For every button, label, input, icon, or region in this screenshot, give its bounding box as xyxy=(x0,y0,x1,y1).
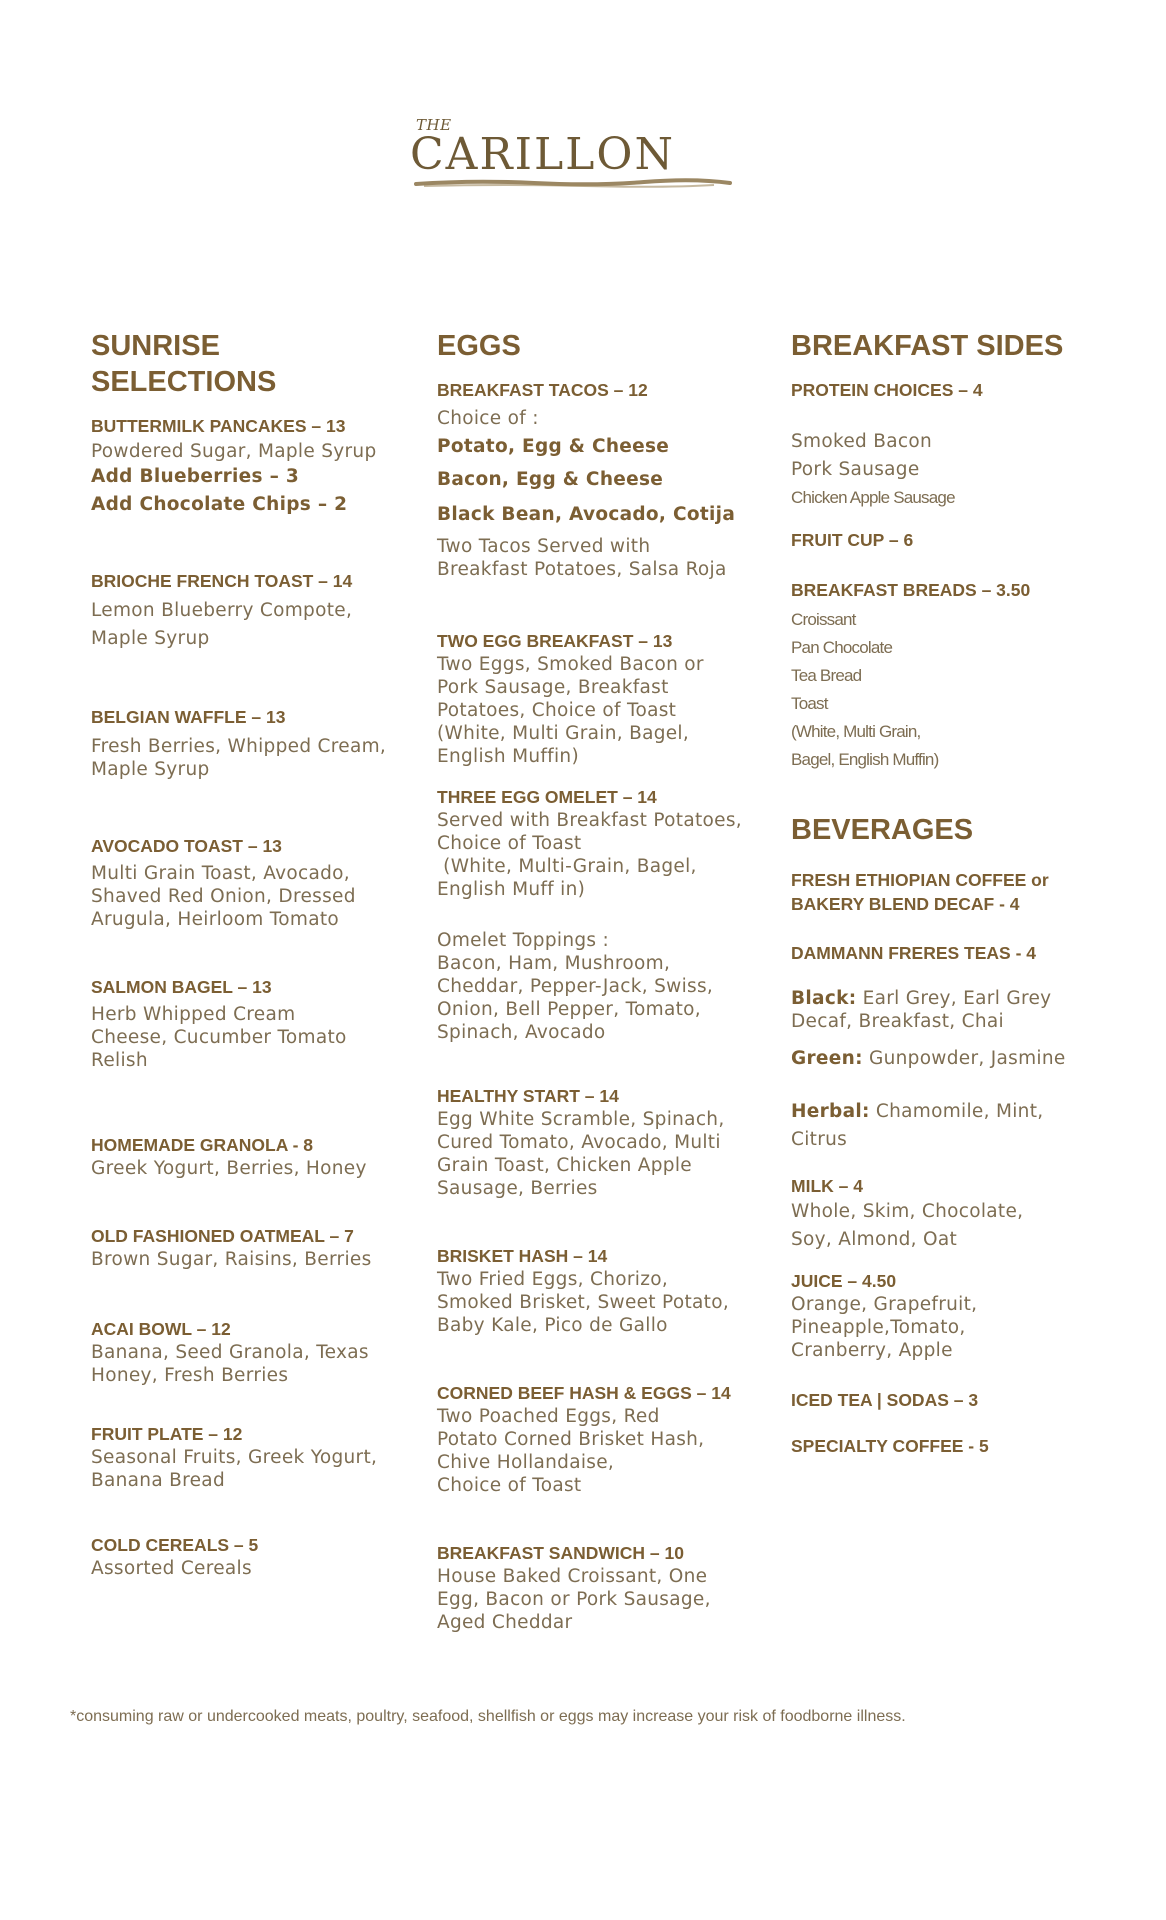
tea-text: Gunpowder, Jasmine xyxy=(862,1048,1066,1069)
item-desc: House Baked Croissant, One xyxy=(437,1566,708,1587)
sunrise-selections-column xyxy=(91,328,411,1580)
item-desc: Fresh Berries, Whipped Cream, xyxy=(91,736,387,757)
item-desc: Egg White Scramble, Spinach, xyxy=(437,1109,725,1130)
menu-item-acai-bowl xyxy=(91,1317,411,1387)
menu-item-corned-beef-hash xyxy=(437,1381,767,1497)
section-title: SUNRISE SELECTIONS xyxy=(91,330,277,398)
menu-item-protein-choices xyxy=(791,378,1091,512)
item-desc: Potatoes, Choice of Toast xyxy=(437,700,677,721)
menu-item-two-egg-breakfast xyxy=(437,629,767,768)
menu-item-healthy-start xyxy=(437,1084,767,1200)
item-desc: Greek Yogurt, Berries, Honey xyxy=(91,1158,367,1179)
item-option: (White, Multi Grain, xyxy=(791,722,921,741)
item-option: Bagel, English Muffin) xyxy=(791,750,939,769)
item-desc: Shaved Red Onion, Dressed xyxy=(91,886,356,907)
menu-item-coffee xyxy=(791,868,1091,916)
item-desc: Choice of : xyxy=(437,408,539,429)
item-title: FRESH ETHIOPIAN COFFEE or xyxy=(791,870,1049,890)
beverages-title: BEVERAGES xyxy=(791,814,974,846)
breakfast-sides-column xyxy=(791,328,1091,1458)
item-title: AVOCADO TOAST – 13 xyxy=(91,836,282,856)
item-title: BREAKFAST TACOS – 12 xyxy=(437,380,648,400)
item-desc: Brown Sugar, Raisins, Berries xyxy=(91,1249,372,1270)
item-desc: Orange, Grapefruit, xyxy=(791,1294,978,1315)
tea-black xyxy=(791,987,1091,1033)
item-title: BRISKET HASH – 14 xyxy=(437,1246,608,1266)
item-desc: Choice of Toast xyxy=(437,833,582,854)
item-desc: Banana Bread xyxy=(91,1470,225,1491)
item-desc: Sausage, Berries xyxy=(437,1178,598,1199)
item-desc: Grain Toast, Chicken Apple xyxy=(437,1155,692,1176)
item-title: DAMMANN FRERES TEAS - 4 xyxy=(791,943,1037,963)
item-desc: Aged Cheddar xyxy=(437,1612,573,1633)
taco-option: Bacon, Egg & Cheese xyxy=(437,469,664,490)
item-desc: Spinach, Avocado xyxy=(437,1022,606,1043)
tea-text: Chamomile, Mint, xyxy=(869,1101,1044,1122)
menu-item-omelet xyxy=(437,785,767,901)
carillon-logo xyxy=(410,116,740,206)
item-title: OLD FASHIONED OATMEAL – 7 xyxy=(91,1226,354,1246)
tea-text: Earl Grey, Earl Grey xyxy=(856,988,1052,1009)
item-desc: (White, Multi Grain, Bagel, xyxy=(437,723,690,744)
tea-text: Citrus xyxy=(791,1129,848,1150)
item-desc: Powdered Sugar, Maple Syrup xyxy=(91,441,377,462)
menu-item-avocado-toast xyxy=(91,834,411,931)
item-option: Croissant xyxy=(791,610,856,629)
item-desc: Whole, Skim, Chocolate, xyxy=(791,1201,1024,1222)
item-title: JUICE – 4.50 xyxy=(791,1271,897,1291)
item-desc: Breakfast Potatoes, Salsa Roja xyxy=(437,559,727,580)
item-desc: Herb Whipped Cream xyxy=(91,1004,296,1025)
item-desc: Soy, Almond, Oat xyxy=(791,1229,958,1250)
item-title: BUTTERMILK PANCAKES – 13 xyxy=(91,416,346,436)
item-option: Pan Chocolate xyxy=(791,638,893,657)
item-desc: Two Tacos Served with xyxy=(437,536,651,557)
item-desc: Served with Breakfast Potatoes, xyxy=(437,810,742,831)
item-desc: Honey, Fresh Berries xyxy=(91,1365,289,1386)
logo-the: THE xyxy=(416,116,452,134)
item-title: FRUIT PLATE – 12 xyxy=(91,1424,243,1444)
menu-item-pancakes xyxy=(91,414,411,519)
tea-label: Black: xyxy=(791,988,857,1009)
item-desc: Cranberry, Apple xyxy=(791,1340,953,1361)
menu-item-cold-cereals xyxy=(91,1533,411,1580)
tea-text: Decaf, Breakfast, Chai xyxy=(791,1011,1004,1032)
item-title: TWO EGG BREAKFAST – 13 xyxy=(437,631,673,651)
item-desc: Lemon Blueberry Compote, xyxy=(91,600,353,621)
taco-option: Black Bean, Avocado, Cotija xyxy=(437,504,736,525)
menu-item-oatmeal xyxy=(91,1224,411,1271)
tea-herbal xyxy=(791,1098,1091,1154)
item-desc: Baby Kale, Pico de Gallo xyxy=(437,1315,668,1336)
item-desc: Assorted Cereals xyxy=(91,1558,252,1579)
section-title: EGGS xyxy=(437,330,521,362)
item-title: SPECIALTY COFFEE - 5 xyxy=(791,1436,989,1456)
menu-item-french-toast xyxy=(91,569,411,653)
item-desc: Maple Syrup xyxy=(91,759,210,780)
tea-herbal-line xyxy=(791,1098,1091,1126)
menu-item-breakfast-tacos xyxy=(437,378,767,581)
item-addon: Add Chocolate Chips – 2 xyxy=(91,494,348,515)
item-title: HEALTHY START – 14 xyxy=(437,1086,619,1106)
item-desc: Egg, Bacon or Pork Sausage, xyxy=(437,1589,711,1610)
item-desc: English Muff in) xyxy=(437,879,586,900)
item-desc: Chive Hollandaise, xyxy=(437,1452,615,1473)
tea-green-line xyxy=(791,1047,1091,1070)
menu-item-milk xyxy=(791,1174,1091,1254)
menu-item-breakfast-breads xyxy=(791,578,1091,774)
item-desc: Relish xyxy=(91,1050,148,1071)
logo-name: CARILLON xyxy=(410,129,675,180)
item-title: COLD CEREALS – 5 xyxy=(91,1535,259,1555)
item-title: BREAKFAST SANDWICH – 10 xyxy=(437,1543,684,1563)
item-desc: Potato Corned Brisket Hash, xyxy=(437,1429,705,1450)
item-title: FRUIT CUP – 6 xyxy=(791,530,914,550)
item-title: ACAI BOWL – 12 xyxy=(91,1319,231,1339)
item-desc: Cheddar, Pepper-Jack, Swiss, xyxy=(437,976,714,997)
eggs-column xyxy=(437,328,767,1634)
item-desc: (White, Multi-Grain, Bagel, xyxy=(437,856,697,877)
item-title: SALMON BAGEL – 13 xyxy=(91,977,272,997)
item-desc: Pork Sausage, Breakfast xyxy=(437,677,669,698)
item-title: CORNED BEEF HASH & EGGS – 14 xyxy=(437,1383,731,1403)
item-desc: Seasonal Fruits, Greek Yogurt, xyxy=(91,1447,378,1468)
tea-green xyxy=(791,1047,1091,1070)
item-option: Smoked Bacon xyxy=(791,431,932,452)
foodborne-illness-disclaimer: *consuming raw or undercooked meats, poultry, seafood, shellfish or eggs may increase your risk of foodborne illness. xyxy=(70,1708,906,1725)
item-title: BRIOCHE FRENCH TOAST – 14 xyxy=(91,571,353,591)
item-desc: Two Eggs, Smoked Bacon or xyxy=(437,654,704,675)
item-title: BAKERY BLEND DECAF - 4 xyxy=(791,894,1020,914)
item-option: Chicken Apple Sausage xyxy=(791,488,955,507)
item-addon: Add Blueberries – 3 xyxy=(91,466,300,487)
item-title: ICED TEA | SODAS – 3 xyxy=(791,1390,979,1410)
item-desc: Onion, Bell Pepper, Tomato, xyxy=(437,999,701,1020)
menu-item-brisket-hash xyxy=(437,1244,767,1337)
menu-item-teas xyxy=(791,941,1091,965)
taco-option: Potato, Egg & Cheese xyxy=(437,436,670,457)
item-option: Toast xyxy=(791,694,828,713)
item-option: Tea Bread xyxy=(791,666,862,685)
item-option: Pork Sausage xyxy=(791,459,920,480)
menu-item-specialty-coffee xyxy=(791,1434,1091,1458)
menu-item-waffle xyxy=(91,705,411,781)
item-desc: Banana, Seed Granola, Texas xyxy=(91,1342,369,1363)
item-desc: Maple Syrup xyxy=(91,628,210,649)
item-desc: Two Poached Eggs, Red xyxy=(437,1406,660,1427)
item-desc: Cheese, Cucumber Tomato xyxy=(91,1027,347,1048)
item-desc: Two Fried Eggs, Chorizo, xyxy=(437,1269,669,1290)
omelet-toppings xyxy=(437,929,767,1044)
section-title: BREAKFAST SIDES xyxy=(791,330,1064,362)
menu-item-salmon-bagel xyxy=(91,975,411,1072)
item-title: BELGIAN WAFFLE – 13 xyxy=(91,707,286,727)
item-desc: Bacon, Ham, Mushroom, xyxy=(437,953,671,974)
menu-item-granola xyxy=(91,1133,411,1180)
item-title: HOMEMADE GRANOLA - 8 xyxy=(91,1135,313,1155)
tea-label: Green: xyxy=(791,1048,863,1069)
item-desc: Pineapple,Tomato, xyxy=(791,1317,966,1338)
item-desc: Arugula, Heirloom Tomato xyxy=(91,909,340,930)
tea-label: Herbal: xyxy=(791,1101,870,1122)
menu-item-breakfast-sandwich xyxy=(437,1541,767,1634)
item-title: THREE EGG OMELET – 14 xyxy=(437,787,657,807)
item-desc: English Muffin) xyxy=(437,746,579,767)
item-title: BREAKFAST BREADS – 3.50 xyxy=(791,580,1031,600)
logo-underline-brush xyxy=(414,176,732,190)
item-desc: Choice of Toast xyxy=(437,1475,582,1496)
menu-item-iced-tea-sodas xyxy=(791,1388,1091,1412)
item-desc: Smoked Brisket, Sweet Potato, xyxy=(437,1292,729,1313)
tea-black-line xyxy=(791,987,1091,1010)
item-desc: Multi Grain Toast, Avocado, xyxy=(91,863,350,884)
toppings-title: Omelet Toppings : xyxy=(437,930,610,951)
item-desc: Cured Tomato, Avocado, Multi xyxy=(437,1132,721,1153)
menu-item-juice xyxy=(791,1269,1091,1362)
item-title: MILK – 4 xyxy=(791,1176,863,1196)
menu-item-fruit-plate xyxy=(91,1422,411,1492)
menu-item-fruit-cup xyxy=(791,528,1091,552)
item-title: PROTEIN CHOICES – 4 xyxy=(791,380,983,400)
